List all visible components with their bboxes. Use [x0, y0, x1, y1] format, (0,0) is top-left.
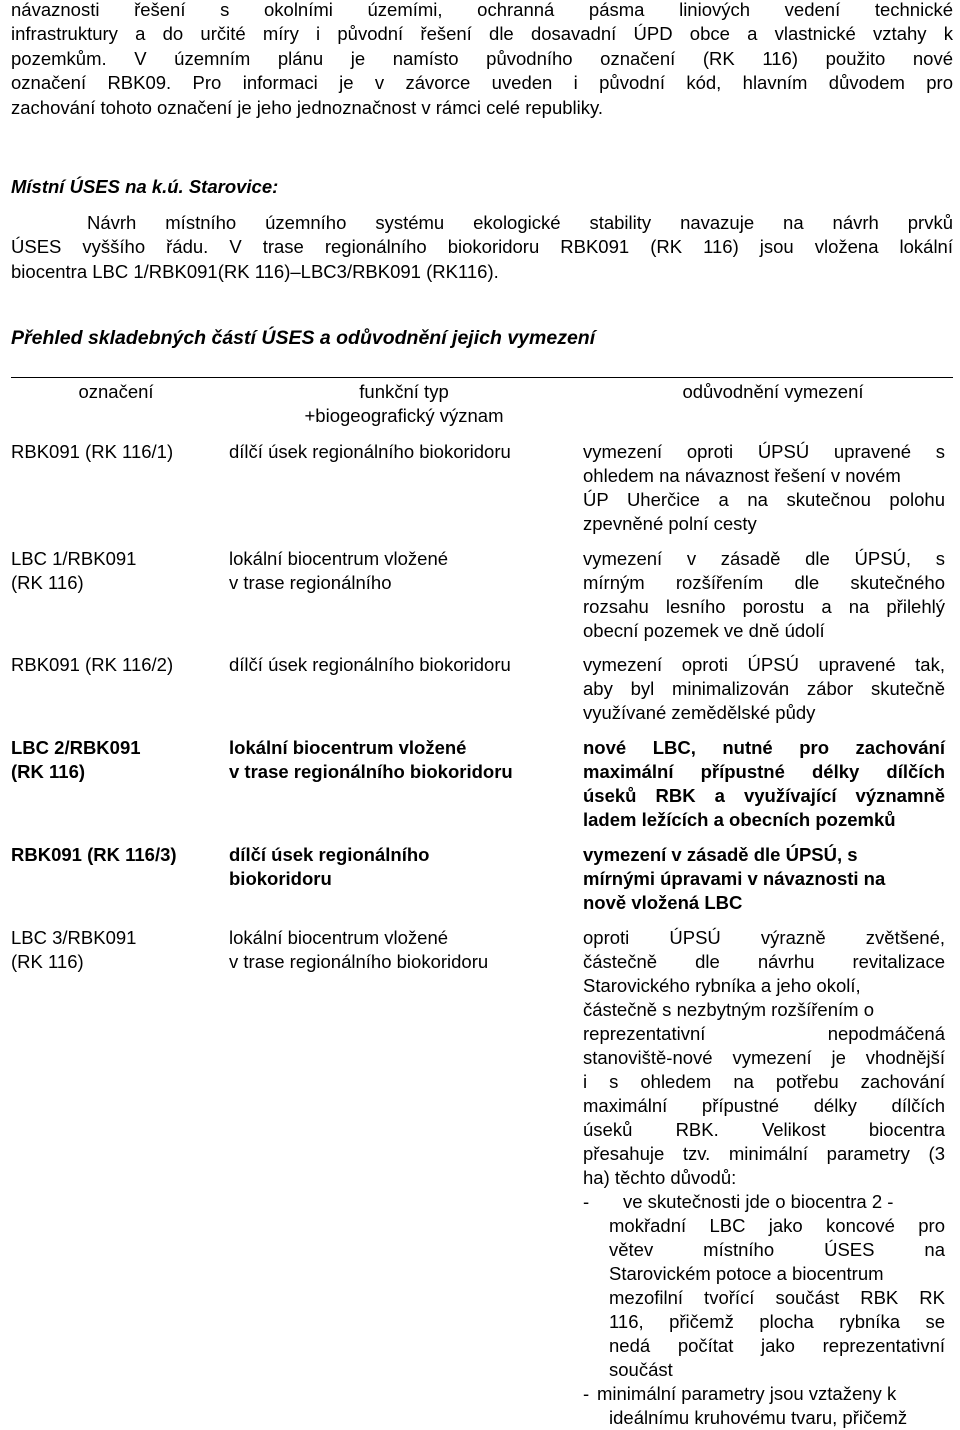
cell-line: nově vložená LBC	[583, 892, 743, 913]
cell-line: nové LBC, nutné pro zachování	[583, 737, 945, 758]
text-line: označení RBK09. Pro informaci je v závorce uveden i původní kód, hlavním důvodem pro	[11, 72, 953, 94]
section-heading: Místní ÚSES na k.ú. Starovice:	[11, 176, 279, 197]
cell-line: RBK091 (RK 116/2)	[11, 654, 174, 675]
table-title: Přehled skladebných částí ÚSES a odůvodnění jejich vymezení	[11, 327, 596, 349]
cell-oznaceni	[11, 926, 221, 974]
text-line: Návrh místního územního systému ekologické stability navazuje na návrh prvků	[87, 212, 953, 233]
cell-line: částečně dle návrhu revitalizace	[583, 951, 945, 972]
cell-line: obecní pozemek ve dně údolí	[583, 620, 825, 641]
cell-funkcni-typ	[229, 736, 579, 784]
cell-line: stanoviště-nové vymezení je vhodnější	[583, 1047, 945, 1068]
cell-funkcni-typ	[229, 843, 579, 891]
cell-oznaceni	[11, 547, 221, 595]
cell-line: ladem ležících a obecních pozemků	[583, 809, 896, 830]
cell-line: RBK091 (RK 116/1)	[11, 441, 174, 462]
cell-line: aby byl minimalizován zábor skutečně	[583, 678, 945, 699]
cell-line: oproti ÚPSÚ výrazně zvětšené,	[583, 927, 945, 948]
cell-line: lokální biocentrum vložené	[229, 927, 449, 948]
cell-line: LBC 2/RBK091	[11, 737, 141, 758]
bullet-dash: -	[583, 1191, 590, 1212]
cell-line: ÚP Uherčice a na skutečnou polohu	[583, 489, 945, 510]
cell-oduvodneni	[583, 843, 945, 915]
cell-line: minimální parametry jsou vztaženy k	[597, 1383, 897, 1404]
cell-line: (RK 116)	[11, 572, 84, 593]
cell-funkcni-typ	[229, 926, 579, 974]
header-oduvodneni: odůvodnění vymezení	[682, 381, 864, 402]
cell-oduvodneni	[583, 653, 945, 725]
bullet-item	[583, 1382, 945, 1430]
cell-line: zpevněné polní cesty	[583, 513, 757, 534]
cell-line: ideálnímu kruhovému tvaru, přičemž	[609, 1407, 908, 1428]
cell-line: ve skutečnosti jde o biocentra 2 -	[623, 1191, 894, 1212]
bullet-dash: -	[583, 1383, 590, 1404]
cell-line: lokální biocentrum vložené	[229, 737, 467, 758]
cell-line: mírnými úpravami v návaznosti na	[583, 868, 886, 889]
text-line: pozemkům. V územním plánu je namísto původního označení (RK 116) použito nové	[11, 47, 953, 69]
cell-line: v trase regionálního biokoridoru	[229, 951, 489, 972]
cell-line: reprezentativní nepodmáčená	[583, 1023, 945, 1044]
cell-line: mezofilní tvořící součást RBK RK	[609, 1287, 945, 1308]
cell-line: dílčí úsek regionálního	[229, 844, 430, 865]
cell-line: úseků RBK. Velikost biocentra	[583, 1119, 945, 1140]
cell-line: Starovickém potoce a biocentrum	[609, 1263, 884, 1284]
cell-line: v trase regionálního	[229, 572, 392, 593]
cell-line: rozsahu lesního porostu a na přilehlý	[583, 596, 945, 617]
cell-line: (RK 116)	[11, 951, 84, 972]
header-line: funkční typ	[359, 381, 449, 402]
bullet-item	[583, 1190, 945, 1382]
table-top-rule	[11, 377, 953, 378]
header-line: +biogeografický význam	[304, 405, 504, 426]
cell-funkcni-typ	[229, 547, 579, 595]
cell-line: lokální biocentrum vložené	[229, 548, 449, 569]
cell-line: mokřadní LBC jako koncové pro	[609, 1215, 945, 1236]
cell-line: částečně s nezbytným rozšířením o	[583, 999, 874, 1020]
cell-oznaceni	[11, 736, 221, 784]
cell-oduvodneni	[583, 736, 945, 832]
text-line: ÚSES vyššího řádu. V trase regionálního biokoridoru RBK091 (RK 116) jsou vložena lokální	[11, 236, 953, 258]
cell-oduvodneni	[583, 440, 945, 536]
cell-line: součást	[609, 1359, 673, 1380]
cell-line: maximální přípustné délky dílčích	[583, 761, 945, 782]
cell-line: (RK 116)	[11, 761, 86, 782]
cell-line: přesahuje tzv. minimální parametry (3	[583, 1143, 945, 1164]
cell-line: i s ohledem na potřebu zachování	[583, 1071, 945, 1092]
cell-line: ohledem na návaznost řešení v novém	[583, 465, 901, 486]
cell-funkcni-typ	[229, 440, 579, 464]
cell-line: ha) těchto důvodů:	[583, 1167, 737, 1188]
text-line: infrastruktury a do určité míry i původní řešení dle dosavadní ÚPD obce a vlastnické vztahy k	[11, 23, 953, 45]
text-line: návaznosti řešení s okolními územími, ochranná pásma liniových vedení technické	[11, 0, 953, 20]
cell-line: LBC 3/RBK091	[11, 927, 137, 948]
cell-line: úseků RBK a využívající významně	[583, 785, 945, 806]
cell-oduvodneni	[583, 926, 945, 1430]
cell-line: maximální přípustné délky dílčích	[583, 1095, 945, 1116]
cell-oduvodneni	[583, 547, 945, 643]
cell-funkcni-typ	[229, 653, 579, 677]
text-line: biocentra LBC 1/RBK091(RK 116)–LBC3/RBK091 (RK116).	[11, 260, 499, 282]
cell-line: vymezení oproti ÚPSÚ upravené tak,	[583, 654, 945, 675]
cell-line: dílčí úsek regionálního biokoridoru	[229, 441, 511, 462]
cell-line: vymezení v zásadě dle ÚPSÚ, s	[583, 548, 945, 569]
header-funkcni-typ	[229, 380, 579, 428]
cell-line: vymezení oproti ÚPSÚ upravené s	[583, 441, 945, 462]
cell-line: LBC 1/RBK091	[11, 548, 137, 569]
cell-line: nedá počítat jako reprezentativní	[609, 1335, 945, 1356]
cell-line: mírným rozšířením dle skutečného	[583, 572, 945, 593]
cell-line: 116, přičemž plocha rybníka se	[609, 1311, 945, 1332]
cell-line: vymezení v zásadě dle ÚPSÚ, s	[583, 844, 858, 865]
cell-oznaceni	[11, 653, 221, 677]
cell-line: v trase regionálního biokoridoru	[229, 761, 513, 782]
text-line: zachování tohoto označení je jeho jednoznačnost v rámci celé republiky.	[11, 96, 604, 118]
cell-oznaceni	[11, 440, 221, 464]
intro-paragraph	[11, 0, 953, 120]
section-paragraph	[11, 211, 953, 284]
cell-line: biokoridoru	[229, 868, 332, 889]
cell-line: Starovického rybníka a jeho okolí,	[583, 975, 861, 996]
cell-oznaceni	[11, 843, 221, 867]
cell-line: RBK091 (RK 116/3)	[11, 844, 177, 865]
cell-line: dílčí úsek regionálního biokoridoru	[229, 654, 511, 675]
header-oznaceni: označení	[78, 381, 154, 402]
cell-line: větev místního ÚSES na	[609, 1239, 945, 1260]
cell-line: využívané zemědělské půdy	[583, 702, 816, 723]
